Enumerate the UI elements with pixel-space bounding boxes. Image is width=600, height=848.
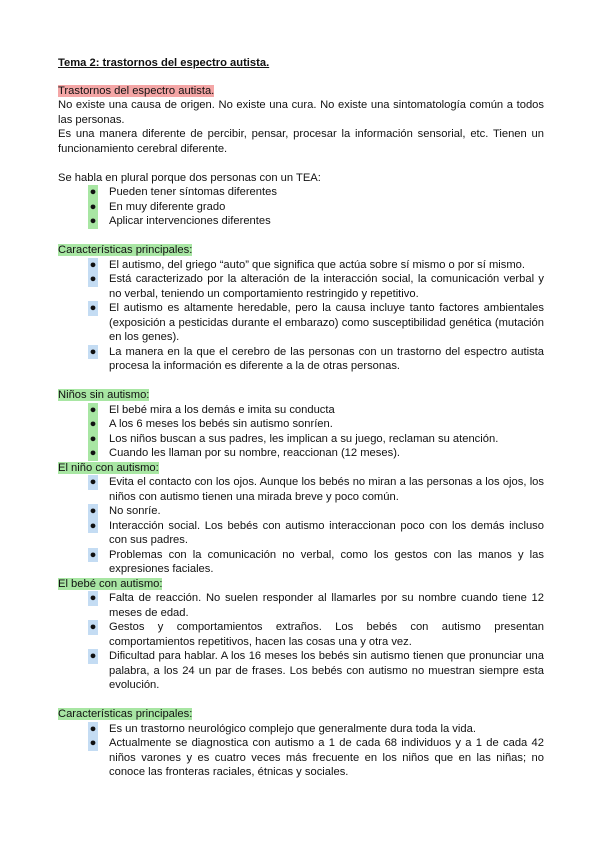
bullet-icon: ● (89, 258, 97, 271)
bullet-icon: ● (89, 403, 97, 416)
list-item: ● Es un trastorno neurológico complejo que generalmente dura toda la vida. (89, 722, 476, 735)
list-item: ● Problemas con la comunicación no verbal, como los gestos con las manos y las expresiones faciales. (89, 548, 544, 575)
bullet-icon: ● (89, 592, 97, 604)
section-heading-nino-con-autismo: El niño con autismo: (58, 461, 159, 474)
bullet-icon: ● (89, 447, 97, 459)
bullet-icon: ● (89, 273, 97, 285)
list-tea (58, 185, 544, 229)
list-item: ● Interacción social. Los bebés con autismo interaccionan poco con los demás incluso con sus padres. (89, 519, 544, 546)
list-item: ● La manera en la que el cerebro de las personas con un trastorno del espectro autista procesa la información es diferente a la de otras personas. (89, 345, 544, 372)
bullet-icon: ● (89, 722, 97, 735)
paragraph-plural: Se habla en plural porque dos personas con un TEA: (58, 171, 321, 184)
list-item: ● Aplicar intervenciones diferentes (89, 215, 271, 227)
paragraph-manera: Es una manera diferente de percibir, pensar, procesar la información sensorial, etc. Tienen un funcionamiento cerebral diferente. (58, 128, 544, 155)
paragraph-causa: No existe una causa de origen. No existe una cura. No existe una sintomatología común a todos las personas. (58, 99, 544, 126)
list-item: ● Los niños buscan a sus padres, les implican a su juego, reclaman su atención. (89, 432, 499, 445)
bullet-icon: ● (89, 476, 97, 488)
bullet-icon: ● (89, 418, 97, 430)
list-item: ● En muy diferente grado (89, 200, 226, 213)
list-item: ● Actualmente se diagnostica con autismo a 1 de cada 68 individuos y a 1 de cada 42 niños varones y es cuatro veces más frecuente en los niños que en las niñas; no conoce las fronteras raciales, étnicas y sociales. (89, 737, 544, 778)
list-item: ● Gestos y comportamientos extraños. Los bebés con autismo presentan comportamientos repetitivos, hacen las cosas una y otra vez. (89, 621, 544, 648)
list-bebe-con-autismo (58, 591, 544, 693)
section-heading-bebe-con-autismo: El bebé con autismo: (58, 577, 163, 590)
list-item: ● El autismo, del griego “auto” que significa que actúa sobre sí mismo o por sí mismo. (89, 258, 525, 271)
list-item: ● El autismo es altamente heredable, pero la causa incluye tanto factores ambientales (exposición a pesticidas durante el embarazo) como susceptibilidad genética (mutación en los genes). (89, 302, 544, 343)
section-heading-ninos-sin-autismo: Niños sin autismo: (58, 389, 150, 401)
list-item: ● Dificultad para hablar. A los 16 meses los bebés sin autismo tienen que pronunciar una palabra, a los 24 un par de frases. Los bebés con autismo no muestran siempre esta evolución. (89, 650, 544, 691)
bullet-icon: ● (89, 519, 97, 532)
list-item: ● No sonríe. (89, 505, 161, 517)
bullet-icon: ● (89, 302, 97, 314)
bullet-icon: ● (89, 505, 97, 517)
bullet-icon: ● (89, 621, 97, 633)
bullet-icon: ● (89, 215, 97, 227)
list-item: ● Evita el contacto con los ojos. Aunque los bebés no miran a las personas a los ojos, los niños con autismo tienen una mirada breve y poco común. (89, 476, 544, 503)
list-item: ● Está caracterizado por la alteración de la interacción social, la comunicación verbal y no verbal, teniendo un comportamiento restringido y repetitivo. (89, 273, 544, 300)
list-nino-con-autismo (58, 475, 544, 577)
list-item: ● Falta de reacción. No suelen responder al llamarles por su nombre cuando tiene 12 meses de edad. (89, 592, 544, 619)
section-heading-caracteristicas: Características principales: (58, 244, 193, 256)
list-caracteristicas (58, 258, 544, 374)
list-item: ● Cuando les llaman por su nombre, reaccionan (12 meses). (89, 447, 401, 459)
list-item: ● A los 6 meses los bebés sin autismo sonríen. (89, 418, 333, 430)
bullet-icon: ● (89, 737, 97, 749)
bullet-icon: ● (89, 200, 97, 213)
list-item: ● Pueden tener síntomas diferentes (89, 186, 277, 198)
heading-highlight: Trastornos del espectro autista. (58, 84, 215, 97)
document-title: Tema 2: trastornos del espectro autista. (58, 57, 270, 69)
bullet-icon: ● (89, 548, 97, 561)
bullet-icon: ● (89, 650, 97, 662)
section-heading-trastornos (58, 84, 544, 99)
document-page (58, 56, 544, 780)
bullet-icon: ● (89, 432, 97, 445)
list-item: ● El bebé mira a los demás e imita su conducta (89, 403, 335, 416)
list-ninos-sin-autismo (58, 403, 544, 461)
list-caracteristicas-2 (58, 722, 544, 780)
bullet-icon: ● (89, 345, 97, 358)
bullet-icon: ● (89, 186, 97, 198)
section-heading-caracteristicas-2: Características principales: (58, 708, 193, 720)
